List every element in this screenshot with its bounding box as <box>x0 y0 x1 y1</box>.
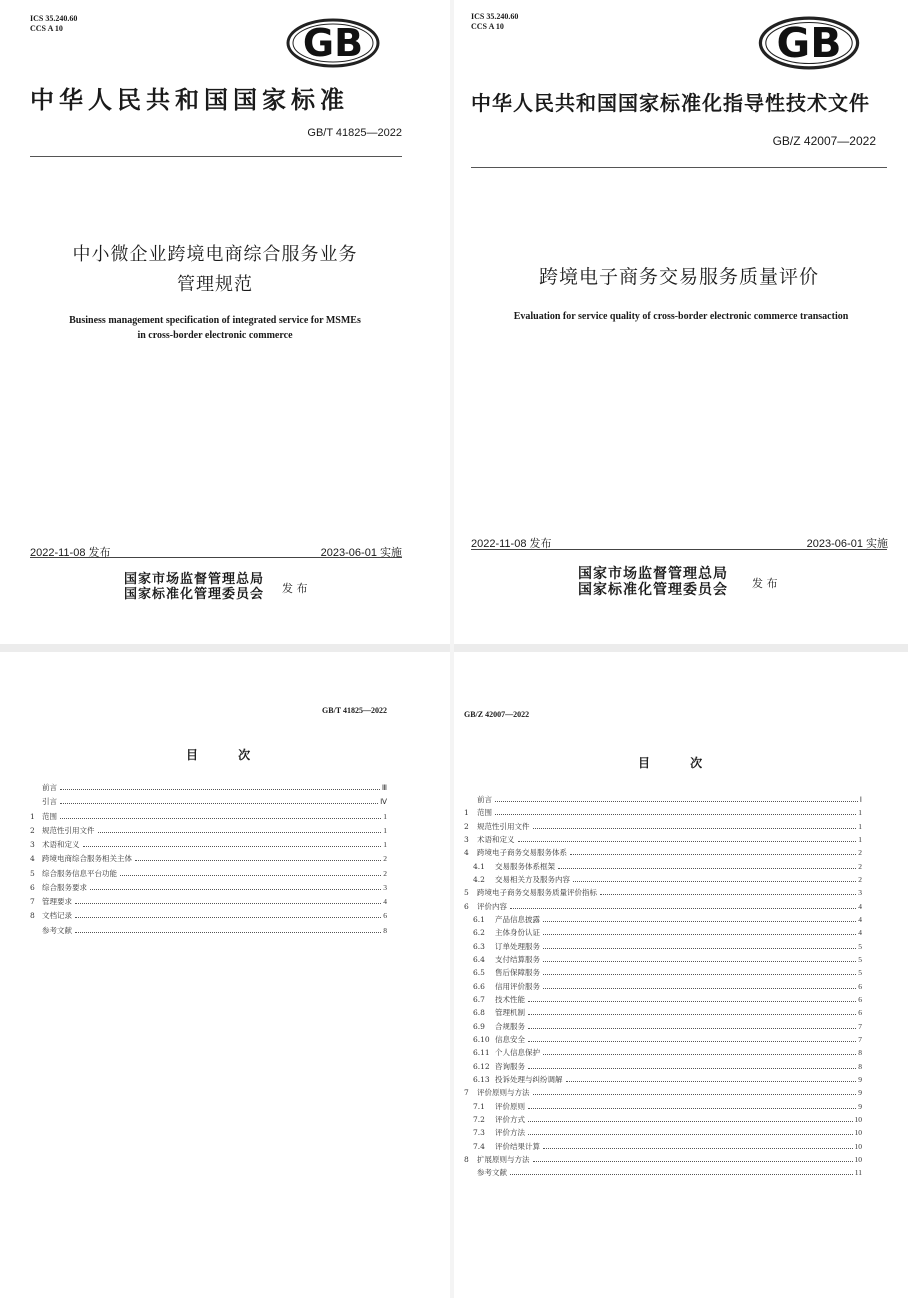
implementation-date: 2023-06-01 实施 <box>320 547 402 559</box>
toc-entry-page: 1 <box>858 808 862 818</box>
toc-entry-page: 9 <box>858 1088 862 1098</box>
toc-entry[interactable] <box>464 807 862 820</box>
document-title: 跨境电子商务交易服务质量评价 <box>538 266 819 288</box>
toc-entry[interactable] <box>464 847 862 860</box>
toc-entry-label: 订单处理服务 <box>495 941 540 951</box>
toc-leader-dots <box>528 1001 856 1002</box>
toc-leader-dots <box>570 854 856 855</box>
toc-entry-label: 售后保障服务 <box>495 968 540 978</box>
toc-entry-number: 4 <box>464 848 469 858</box>
toc-entry-label: 前言 <box>477 795 492 804</box>
toc-leader-dots <box>75 917 381 918</box>
toc-entry[interactable] <box>464 901 862 914</box>
toc-entry-label: 信息安全 <box>495 1034 525 1044</box>
toc-leader-dots <box>533 828 857 829</box>
toc-leader-dots <box>543 1054 856 1055</box>
toc-entry-page: Ⅰ <box>859 795 862 804</box>
toc-entry-page: 6 <box>858 994 862 1004</box>
toc-entry[interactable] <box>464 821 862 834</box>
toc-entry-page: 1 <box>858 821 862 831</box>
toc-entry-label: 范围 <box>42 811 57 821</box>
toc-entry[interactable] <box>464 1061 862 1074</box>
toc-leader-dots <box>60 818 381 819</box>
toc-entry-page: 9 <box>858 1074 862 1084</box>
toc-leader-dots <box>528 1134 853 1135</box>
header-rule <box>471 167 887 168</box>
toc-entry-page: 3 <box>383 882 387 892</box>
toc-entry[interactable] <box>464 1141 862 1154</box>
toc-entry[interactable] <box>464 994 862 1007</box>
toc-entry[interactable] <box>30 825 387 839</box>
toc-entry-label: 跨境电商综合服务相关主体 <box>42 854 132 864</box>
publish-label: 发 布 <box>752 577 778 590</box>
toc-entry-page: 5 <box>858 954 862 964</box>
toc-entry-label: 规范性引用文件 <box>42 825 95 835</box>
toc-entry-label: 咨询服务 <box>495 1061 525 1071</box>
toc-entry[interactable] <box>464 967 862 980</box>
toc-entry-page: 5 <box>858 941 862 951</box>
toc-leader-dots <box>510 1174 853 1175</box>
toc-entry-page: 10 <box>854 1141 862 1151</box>
toc-entry-number: 6 <box>30 882 35 892</box>
toc-entry[interactable] <box>464 954 862 967</box>
toc-entry-number: 6.4 <box>473 954 485 964</box>
toc-leader-dots <box>528 1028 856 1029</box>
toc-entry-number: 1 <box>30 811 35 821</box>
toc-leader-dots <box>60 789 380 790</box>
toc-entry[interactable] <box>464 1154 862 1167</box>
toc-entry-label: 交易服务体系框架 <box>495 861 555 871</box>
document-title <box>0 240 430 300</box>
toc-entry-label: 评价方式 <box>495 1114 525 1124</box>
page-separator-horizontal <box>0 644 908 652</box>
toc-entry-page: 6 <box>383 911 387 921</box>
toc-leader-dots <box>558 868 856 869</box>
toc-entry-label: 评价内容 <box>477 901 507 911</box>
toc-entry-page: 10 <box>854 1128 862 1138</box>
toc-entry-label: 文档记录 <box>42 911 72 921</box>
toc-leader-dots <box>518 841 857 842</box>
toc-entry-number: 4.2 <box>473 874 485 884</box>
toc-entry-page: 10 <box>854 1114 862 1124</box>
ccs-code: CCS A 10 <box>471 22 504 31</box>
standard-code: GB/Z 42007—2022 <box>772 134 876 148</box>
toc-list <box>464 794 862 1181</box>
toc-entry-number: 4.1 <box>473 861 485 871</box>
toc-entry[interactable] <box>30 910 387 924</box>
toc-leader-dots <box>543 1148 853 1149</box>
toc-entry-label: 引言 <box>42 797 57 807</box>
toc-leader-dots <box>75 932 381 933</box>
footer-rule <box>471 549 887 550</box>
toc-leader-dots <box>83 846 382 847</box>
toc-leader-dots <box>528 1068 856 1069</box>
toc-leader-dots <box>528 1121 853 1122</box>
toc-entry[interactable] <box>464 1047 862 1060</box>
toc-entry[interactable] <box>464 794 862 807</box>
toc-leader-dots <box>495 814 856 815</box>
ics-code: ICS 35.240.60 <box>471 12 519 21</box>
toc-entry-label: 支付结算服务 <box>495 954 540 964</box>
toc-entry-number: 6.12 <box>473 1061 490 1071</box>
toc-entry-page: 2 <box>858 861 862 871</box>
toc-entry-page: 8 <box>383 925 387 935</box>
gb-logo-icon <box>286 18 380 68</box>
toc-entry-label: 前言 <box>42 783 57 792</box>
toc-entry-page: 2 <box>383 868 387 878</box>
toc-entry-page: Ⅳ <box>380 797 387 807</box>
toc-entry[interactable] <box>464 1127 862 1140</box>
toc-entry-number: 6 <box>464 901 469 911</box>
toc-entry[interactable] <box>464 874 862 887</box>
toc-entry[interactable] <box>464 1007 862 1020</box>
toc-entry-label: 产品信息披露 <box>495 914 540 924</box>
toc-entry-label: 评价结果计算 <box>495 1141 540 1151</box>
toc-entry-number: 7 <box>30 897 35 906</box>
toc-entry-number: 8 <box>30 911 35 921</box>
toc-page-gbz-42007 <box>454 652 908 1298</box>
running-header: GB/T 41825—2022 <box>322 706 387 715</box>
toc-list <box>30 782 387 939</box>
toc-leader-dots <box>600 894 856 895</box>
toc-entry-page: 4 <box>858 928 862 938</box>
toc-entry-label: 投诉处理与纠纷调解 <box>495 1074 563 1084</box>
issuer-samr: 国家市场监督管理总局 <box>578 566 728 582</box>
toc-entry-page: 1 <box>383 825 387 835</box>
toc-entry-label: 合规服务 <box>495 1021 525 1031</box>
document-title-line2: 管理规范 <box>177 274 253 295</box>
toc-entry[interactable] <box>464 1087 862 1100</box>
toc-entry-label: 管理要求 <box>42 897 72 906</box>
toc-entry-page: 2 <box>383 854 387 864</box>
gb-logo-text: GB <box>776 19 842 68</box>
toc-entry-label: 综合服务信息平台功能 <box>42 868 117 878</box>
toc-entry-number: 6.1 <box>473 914 485 924</box>
toc-entry-number: 7.2 <box>473 1114 485 1124</box>
toc-entry[interactable] <box>464 1101 862 1114</box>
national-guidance-title: 中华人民共和国国家标准化指导性技术文件 <box>471 91 870 115</box>
toc-entry-page: 5 <box>858 968 862 978</box>
toc-leader-dots <box>533 1094 857 1095</box>
toc-leader-dots <box>543 921 856 922</box>
gb-logo-icon <box>758 16 860 70</box>
toc-entry-page: 2 <box>858 848 862 858</box>
toc-entry-number: 6.9 <box>473 1021 485 1031</box>
english-title: Evaluation for service quality of cross-border electronic commerce transaction <box>513 311 849 322</box>
footer-rule <box>30 557 402 558</box>
toc-entry-number: 1 <box>464 808 469 818</box>
toc-entry[interactable] <box>464 981 862 994</box>
toc-leader-dots <box>98 832 382 833</box>
issue-date: 2022-11-08 发布 <box>471 538 552 550</box>
toc-entry[interactable] <box>30 896 387 910</box>
publish-label: 发 布 <box>282 582 308 595</box>
toc-entry[interactable] <box>464 1114 862 1127</box>
toc-leader-dots <box>495 801 858 802</box>
toc-page-gbt-41825 <box>0 652 450 1298</box>
toc-entry-page: 8 <box>858 1048 862 1058</box>
toc-leader-dots <box>528 1041 856 1042</box>
toc-entry-number: 6.7 <box>473 994 485 1004</box>
toc-entry[interactable] <box>464 941 862 954</box>
toc-leader-dots <box>543 961 856 962</box>
toc-entry-number: 7.1 <box>473 1101 485 1111</box>
toc-entry-page: 6 <box>858 1008 862 1018</box>
toc-entry-label: 范围 <box>477 808 492 818</box>
standard-code: GB/T 41825—2022 <box>307 127 402 139</box>
gb-logo-text: GB <box>302 21 364 65</box>
toc-entry-number: 3 <box>464 834 469 844</box>
toc-entry-page: 4 <box>383 897 387 906</box>
toc-leader-dots <box>573 881 856 882</box>
toc-entry[interactable] <box>30 796 387 810</box>
toc-title: 目 次 <box>638 756 721 770</box>
national-standard-title: 中华人民共和国国家标准 <box>30 85 349 114</box>
toc-entry-number: 6.6 <box>473 981 485 991</box>
running-header: GB/Z 42007—2022 <box>464 710 530 719</box>
toc-entry-page: 9 <box>858 1101 862 1111</box>
toc-entry-page: 11 <box>854 1168 862 1178</box>
toc-entry-number: 6.11 <box>473 1048 490 1058</box>
toc-entry[interactable] <box>30 782 387 796</box>
toc-entry-page: 7 <box>858 1034 862 1044</box>
toc-entry-number: 4 <box>30 854 35 864</box>
toc-entry-page: 10 <box>854 1154 862 1164</box>
toc-leader-dots <box>60 803 378 804</box>
toc-entry-label: 评价原则与方法 <box>477 1088 530 1098</box>
english-title-line1: Business management specification of integrated service for MSMEs <box>69 315 361 326</box>
toc-entry-label: 术语和定义 <box>42 840 80 849</box>
toc-leader-dots <box>90 889 381 890</box>
implementation-date: 2023-06-01 实施 <box>806 538 888 550</box>
toc-entry[interactable] <box>464 887 862 900</box>
toc-leader-dots <box>543 988 856 989</box>
issuer-block <box>578 566 728 598</box>
toc-entry-label: 个人信息保护 <box>495 1048 540 1058</box>
toc-entry-page: 3 <box>858 888 862 898</box>
toc-entry-number: 8 <box>464 1154 469 1164</box>
toc-entry-page: 1 <box>858 834 862 844</box>
toc-entry-number: 3 <box>30 840 35 849</box>
english-title-line2: in cross-border electronic commerce <box>137 330 293 341</box>
toc-entry-label: 管理机制 <box>495 1008 525 1018</box>
issuer-block <box>124 572 264 602</box>
toc-entry-number: 6.10 <box>473 1034 490 1044</box>
toc-entry-page: 4 <box>858 914 862 924</box>
toc-entry[interactable] <box>464 1034 862 1047</box>
toc-entry-label: 评价方法 <box>495 1128 525 1138</box>
toc-entry[interactable] <box>30 925 387 939</box>
toc-entry[interactable] <box>464 914 862 927</box>
toc-entry-number: 5 <box>30 868 35 878</box>
toc-leader-dots <box>543 934 856 935</box>
toc-leader-dots <box>528 1014 856 1015</box>
toc-entry-page: 4 <box>858 901 862 911</box>
toc-entry[interactable] <box>464 834 862 847</box>
toc-leader-dots <box>135 860 381 861</box>
toc-entry[interactable] <box>464 1074 862 1087</box>
toc-leader-dots <box>566 1081 857 1082</box>
toc-entry-label: 规范性引用文件 <box>477 821 530 831</box>
toc-entry-label: 术语和定义 <box>477 834 515 844</box>
toc-entry-label: 参考文献 <box>477 1168 507 1178</box>
toc-entry-page: 7 <box>858 1021 862 1031</box>
toc-entry-label: 综合服务要求 <box>42 882 87 892</box>
toc-leader-dots <box>543 948 856 949</box>
toc-leader-dots <box>510 908 856 909</box>
toc-entry-number: 7.4 <box>473 1141 485 1151</box>
toc-entry-number: 6.8 <box>473 1008 485 1018</box>
toc-entry-number: 6.3 <box>473 941 485 951</box>
toc-leader-dots <box>533 1161 853 1162</box>
toc-entry-label: 扩展原则与方法 <box>477 1154 530 1164</box>
toc-entry-number: 6.13 <box>473 1074 490 1084</box>
toc-entry-label: 技术性能 <box>495 994 525 1004</box>
document-title-line1: 中小微企业跨境电商综合服务业务 <box>72 244 358 265</box>
toc-entry[interactable] <box>30 811 387 825</box>
issuer-sac: 国家标准化管理委员会 <box>124 587 265 602</box>
cover-page-gbz-42007 <box>454 0 908 644</box>
toc-entry[interactable] <box>464 861 862 874</box>
toc-leader-dots <box>120 875 381 876</box>
toc-entry[interactable] <box>30 882 387 896</box>
toc-entry-number: 7.3 <box>473 1128 485 1138</box>
toc-leader-dots <box>543 974 856 975</box>
toc-entry-page: 8 <box>858 1061 862 1071</box>
ccs-code: CCS A 10 <box>30 24 63 33</box>
toc-entry-label: 跨境电子商务交易服务体系 <box>477 848 567 858</box>
toc-entry-page: 2 <box>858 874 862 884</box>
toc-entry-number: 7 <box>464 1088 469 1098</box>
toc-leader-dots <box>528 1108 856 1109</box>
toc-entry[interactable] <box>30 853 387 867</box>
toc-entry-number: 6.2 <box>473 928 485 938</box>
toc-leader-dots <box>75 903 381 904</box>
issue-date: 2022-11-08 发布 <box>30 547 111 559</box>
toc-entry-label: 信用评价服务 <box>495 981 540 991</box>
toc-entry-page: 1 <box>383 840 387 849</box>
toc-entry[interactable] <box>464 927 862 940</box>
toc-entry-label: 主体身份认证 <box>495 928 540 938</box>
toc-entry-page: 6 <box>858 981 862 991</box>
toc-entry-label: 评价原则 <box>495 1101 525 1111</box>
toc-entry-label: 跨境电子商务交易服务质量评价指标 <box>477 888 597 898</box>
english-title <box>0 313 430 343</box>
toc-entry[interactable] <box>30 839 387 853</box>
cover-page-gbt-41825 <box>0 0 450 644</box>
toc-title: 目 次 <box>186 748 269 762</box>
toc-entry-number: 5 <box>464 888 469 898</box>
toc-entry-number: 2 <box>30 825 35 835</box>
toc-entry-number: 6.5 <box>473 968 485 978</box>
toc-entry[interactable] <box>30 868 387 882</box>
toc-entry-label: 交易相关方及服务内容 <box>495 874 570 884</box>
toc-entry-page: 1 <box>383 811 387 821</box>
toc-entry[interactable] <box>464 1167 862 1180</box>
toc-entry-number: 2 <box>464 821 469 831</box>
toc-entry-page: Ⅲ <box>381 783 387 792</box>
issuer-samr: 国家市场监督管理总局 <box>124 572 265 587</box>
toc-entry-label: 参考文献 <box>42 925 72 935</box>
toc-entry[interactable] <box>464 1021 862 1034</box>
header-rule <box>30 156 402 157</box>
issuer-sac: 国家标准化管理委员会 <box>578 582 728 598</box>
ics-code: ICS 35.240.60 <box>30 14 78 23</box>
